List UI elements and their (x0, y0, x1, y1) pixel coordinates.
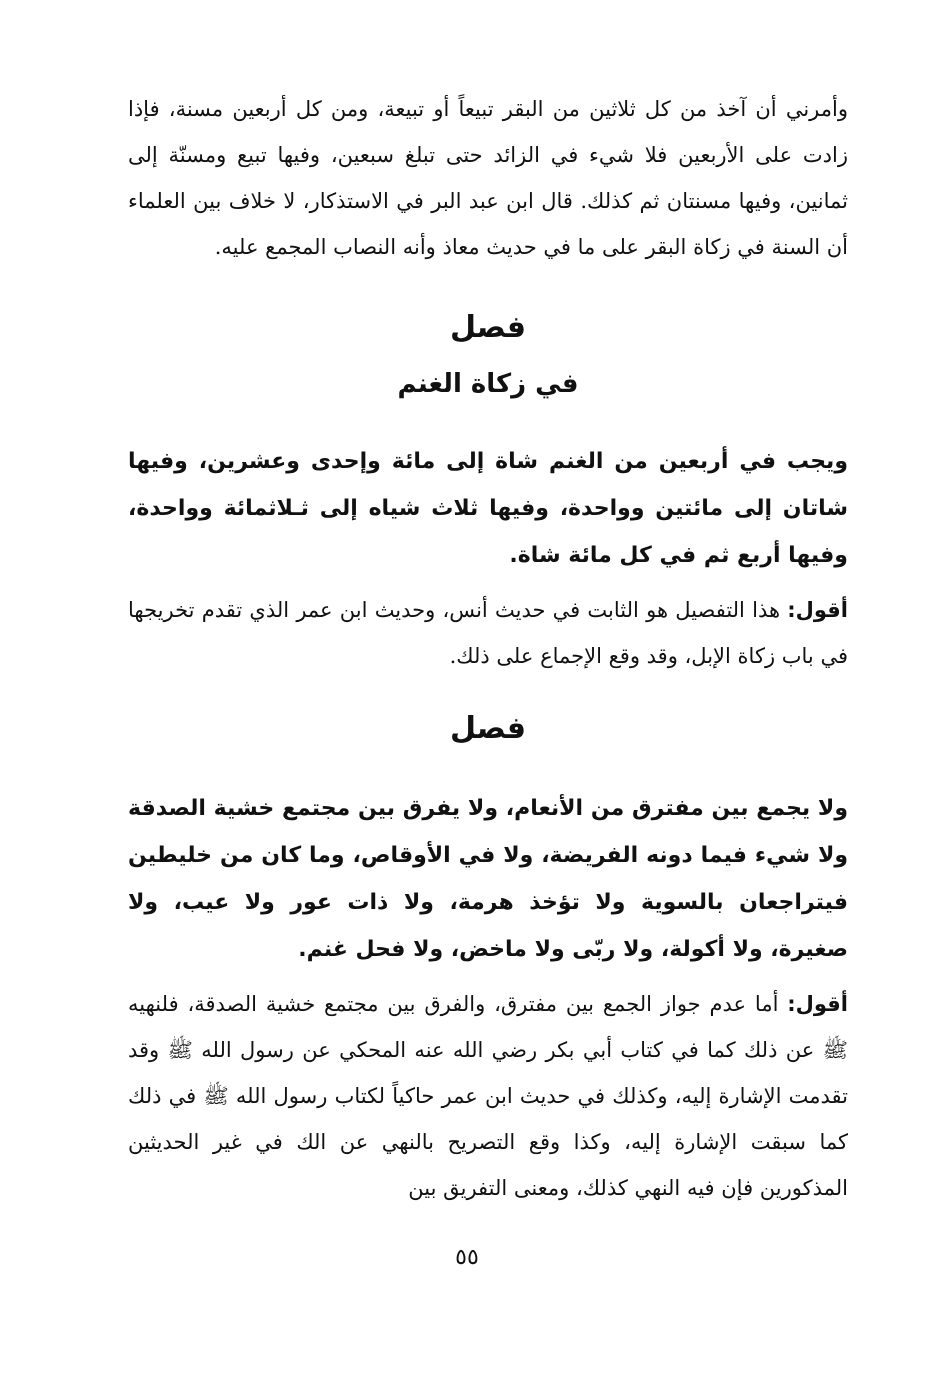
explanation-text: أما عدم جواز الجمع بين مفترق، والفرق بين مجتمع خشية الصدقة، فلنهيه ﷺ عن ذلك كما في كتاب أبي بكر رضي الله عنه المحكي عن رسول الله ﷺ وقد تقدمت الإشارة إليه، وكذلك في حديث ابن عمر حاكياً لكتاب رسول الله ﷺ في ذلك كما سبقت الإشارة إليه، وكذا وقع التصريح بالنهي عن الك في غير الحديثين المذكورين فإن فيه النهي كذلك، ومعنى التفريق بين (128, 992, 848, 1200)
intro-paragraph: وأمرني أن آخذ من كل ثلاثين من البقر تبيعاً أو تبيعة، ومن كل أربعين مسنة، فإذا زادت على الأربعين فلا شيء في الزائد حتى تبلغ سبعين، وفيها تبيع ومسنّة إلى ثمانين، وفيها مسنتان ثم كذلك. قال ابن عبد البر في الاستذكار، لا خلاف بين العلماء أن السنة في زكاة البقر على ما في حديث معاذ وأنه النصاب المجمع عليه. (128, 97, 848, 259)
page-body (128, 86, 848, 1211)
section-heading: فصل (450, 310, 526, 345)
section-mixing-livestock (128, 701, 848, 1211)
page-number: ٥٥ (455, 1245, 479, 1270)
section-heading: فصل (450, 711, 526, 746)
explanation-text: هذا التفصيل هو الثابت في حديث أنس، وحديث ابن عمر الذي تقدم تخريجها في باب زكاة الإبل، وقد وقع الإجماع على ذلك. (128, 598, 848, 668)
explanation-lead: أقول: (787, 992, 848, 1016)
section-subheading: في زكاة الغنم (397, 369, 579, 399)
matn-text: ولا يجمع بين مفترق من الأنعام، ولا يفرق بين مجتمع خشية الصدقة ولا شيء فيما دونه الفريضة، ولا في الأوقاص، وما كان من خليطين فيتراجعان بالسوية ولا تؤخذ هرمة، ولا ذات عور ولا عيب، ولا صغيرة، ولا أكولة، ولا ربّى ولا ماخض، ولا فحل غنم. (128, 796, 848, 962)
explanation-lead: أقول: (787, 598, 848, 622)
section-sheep-zakat (128, 300, 848, 679)
explanation-paragraph (128, 981, 848, 1211)
matn-text: ويجب في أربعين من الغنم شاة إلى مائة وإحدى وعشرين، وفيها شاتان إلى مائتين وواحدة، وفيها ثلاث شياه إلى ثـلاثمائة وواحدة، وفيها أربع ثم في كل مائة شاة. (128, 449, 848, 568)
explanation-paragraph (128, 587, 848, 679)
